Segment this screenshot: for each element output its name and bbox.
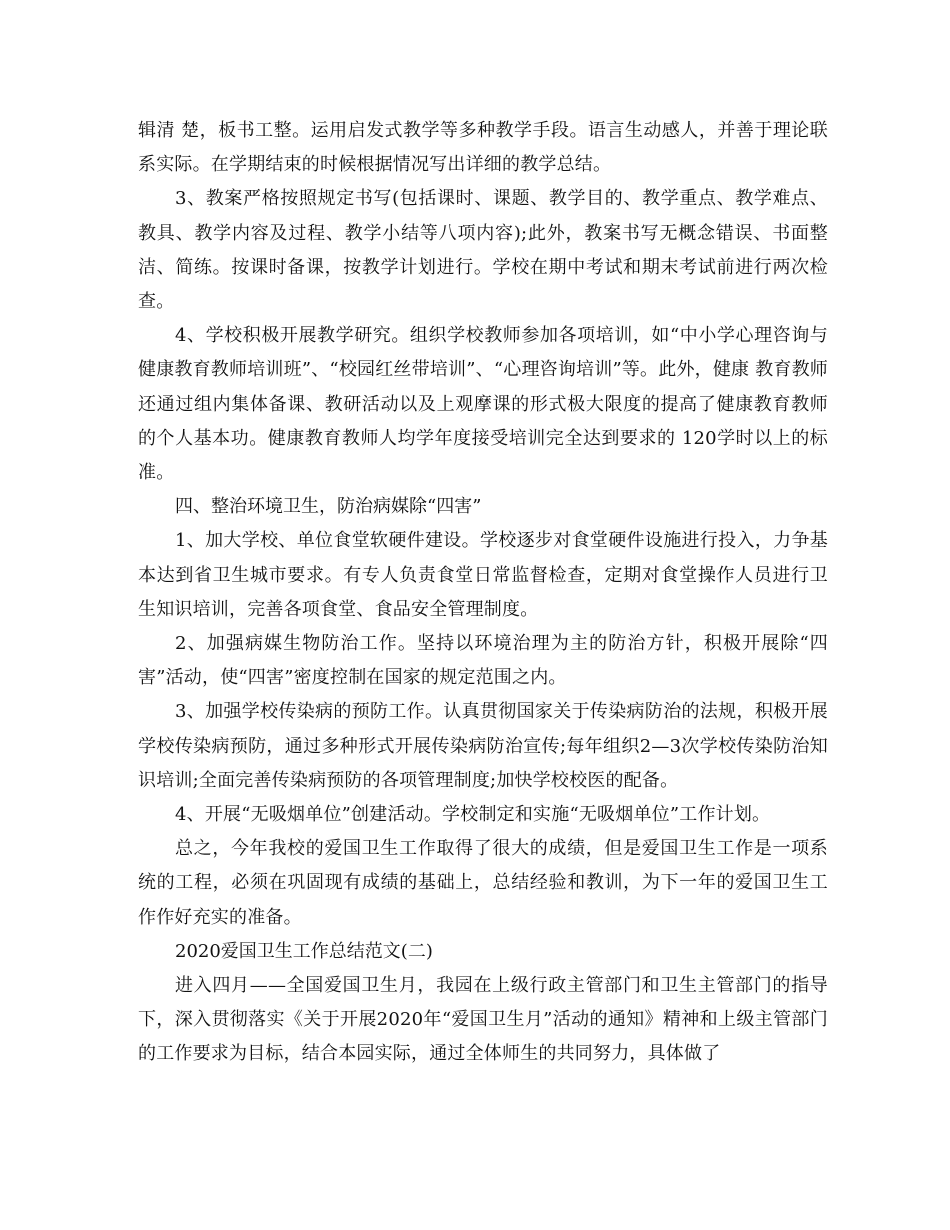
paragraph-april-health-month: 进入四月——全国爱国卫生月，我园在上级行政主管部门和卫生主管部门的指导下，深入贯彻落实《关于开展2020年“爱国卫生月”活动的通知》精神和上级主管部门的工作要求为目标，结合本园实际，通过全体师生的共同努力，具体做了 [138, 975, 828, 1065]
section-heading-environment: 四、整治环境卫生，防治病媒除“四害” [175, 496, 482, 518]
document-body [138, 114, 828, 1072]
paragraph-no-smoking: 4、开展“无吸烟单位”创建活动。学校制定和实施“无吸烟单位”工作计划。 [175, 804, 771, 826]
paragraph-canteen: 1、加大学校、单位食堂软硬件建设。学校逐步对食堂硬件设施进行投入，力争基本达到省卫生城市要求。有专人负责食堂日常监督检查，定期对食堂操作人员进行卫生知识培训，完善各项食堂、食品安全管理制度。 [138, 530, 828, 620]
paragraph-teaching-research: 4、学校积极开展教学研究。组织学校教师参加各项培训，如“中小学心理咨询与健康教育教师培训班”、“校园红丝带培训”、“心理咨询培训”等。此外，健康 教育教师还通过组内集体备课、教研活动以及上观摩课的形式极大限度的提高了健康教育教师的个人基本功。健康教育教师人均学年度接受培训完全达到要求的 120学时以上的标准。 [138, 325, 828, 484]
paragraph-lesson-plan: 3、教案严格按照规定书写(包括课时、课题、教学目的、教学重点、教学难点、教具、教学内容及过程、教学小结等八项内容);此外，教案书写无概念错误、书面整洁、简练。按课时备课，按教学计划进行。学校在期中考试和期末考试前进行两次检查。 [138, 188, 828, 313]
paragraph-continuation: 辑清 楚，板书工整。运用启发式教学等多种教学手段。语言生动感人，并善于理论联系实际。在学期结束的时候根据情况写出详细的教学总结。 [138, 120, 828, 176]
paragraph-pest-control: 2、加强病媒生物防治工作。坚持以环境治理为主的防治方针，积极开展除“四害”活动，使“四害”密度控制在国家的规定范围之内。 [138, 633, 828, 689]
paragraph-summary: 总之，今年我校的爱国卫生工作取得了很大的成绩，但是爱国卫生工作是一项系统的工程，必须在巩固现有成绩的基础上，总结经验和教训，为下一年的爱国卫生工作作好充实的准备。 [138, 838, 828, 928]
document-subtitle: 2020爱国卫生工作总结范文(二) [175, 940, 433, 962]
paragraph-infectious-disease: 3、加强学校传染病的预防工作。认真贯彻国家关于传染病防治的法规，积极开展学校传染病预防，通过多种形式开展传染病防治宣传;每年组织2—3次学校传染防治知识培训;全面完善传染病预防的各项管理制度;加快学校校医的配备。 [138, 701, 828, 791]
